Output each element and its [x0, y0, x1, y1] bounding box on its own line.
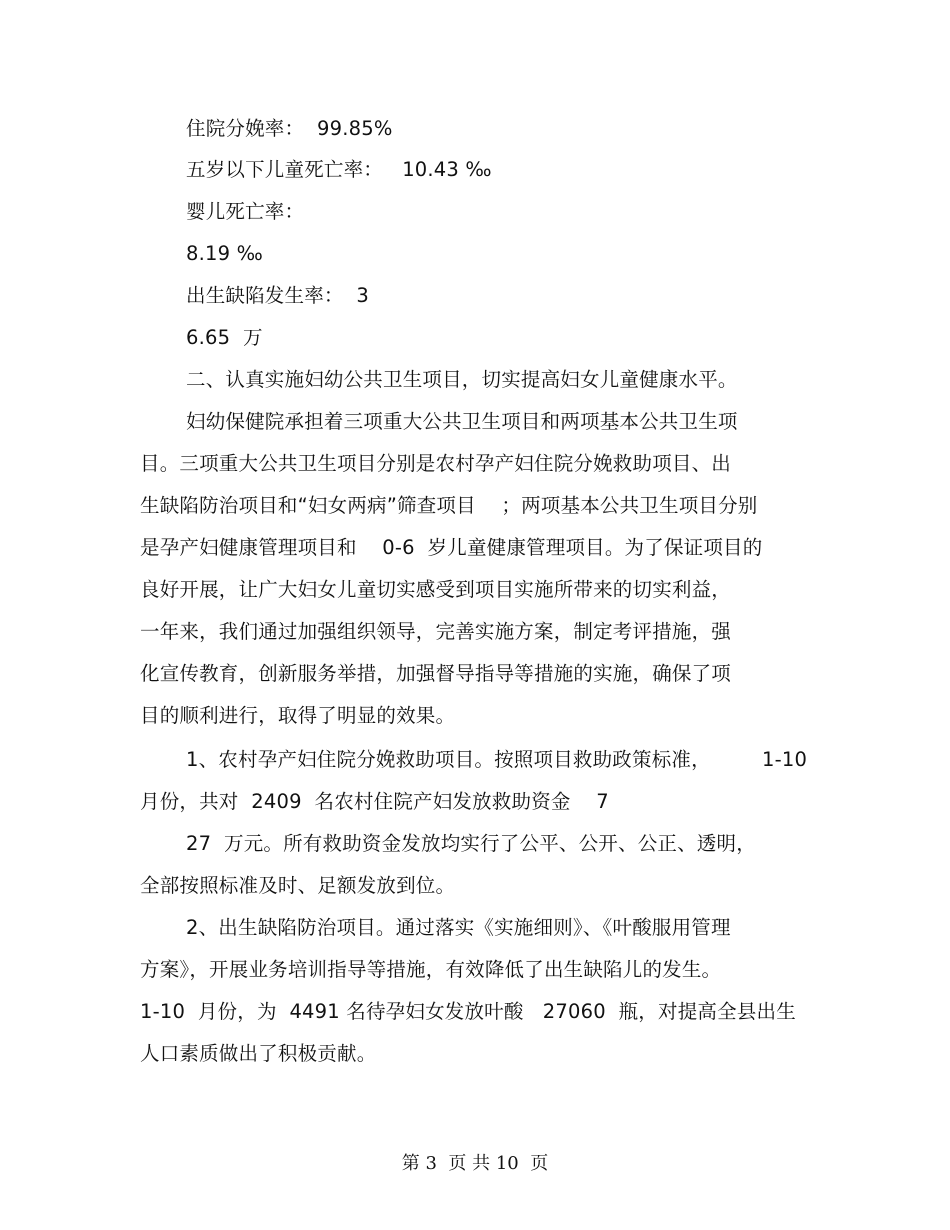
stat-infant-mortality-label: 婴儿死亡率：	[186, 200, 305, 223]
paragraph-line: 目的顺利进行，取得了明显的效果。	[140, 704, 456, 727]
item-1-line: 27 万元。所有救助资金发放均实行了公平、公开、公正、透明，	[186, 832, 756, 855]
stat-infant-mortality-value: 8.19 ‰	[186, 242, 263, 265]
item-2-line: 人口素质做出了积极贡献。	[140, 1042, 377, 1065]
paragraph-line: 生缺陷防治项目和“妇女两病”筛查项目 ；两项基本公共卫生项目分别	[140, 494, 758, 517]
item-2-line: 1-10 月份，为 4491 名待孕妇女发放叶酸 27060 瓶，对提高全县出生	[140, 1000, 796, 1023]
paragraph-line: 化宣传教育，创新服务举措，加强督导指导等措施的实施，确保了项	[140, 662, 732, 685]
paragraph-line: 目。三项重大公共卫生项目分别是农村孕产妇住院分娩救助项目、出	[140, 452, 732, 475]
paragraph-line: 是孕产妇健康管理项目和 0-6 岁儿童健康管理项目。为了保证项目的	[140, 536, 763, 559]
item-1-line: 1、农村孕产妇住院分娩救助项目。按照项目救助政策标准， 1-10	[186, 748, 808, 771]
item-1-line: 全部按照标准及时、足额发放到位。	[140, 874, 456, 897]
stat-under-five-mortality: 五岁以下儿童死亡率： 10.43 ‰	[186, 158, 492, 181]
paragraph-line: 良好开展，让广大妇女儿童切实感受到项目实施所带来的切实利益，	[140, 578, 732, 601]
page-number-footer: 第 3 页 共 10 页	[401, 1153, 549, 1174]
item-1-line: 月份，共对 2409 名农村住院产妇发放救助资金 7	[140, 790, 609, 813]
stat-birth-defect-value: 6.65 万	[186, 326, 263, 349]
stat-hospital-delivery-rate: 住院分娩率： 99.85%	[186, 117, 393, 140]
paragraph-line: 妇幼保健院承担着三项重大公共卫生项目和两项基本公共卫生项	[186, 410, 738, 433]
section-heading: 二、认真实施妇幼公共卫生项目，切实提高妇女儿童健康水平。	[186, 368, 738, 391]
item-2-line: 2、出生缺陷防治项目。通过落实《实施细则》、《叶酸服用管理	[186, 916, 731, 939]
stat-birth-defect-rate: 出生缺陷发生率： 3	[186, 284, 370, 307]
item-2-line: 方案》，开展业务培训指导等措施，有效降低了出生缺陷儿的发生。	[140, 958, 722, 981]
paragraph-line: 一年来，我们通过加强组织领导，完善实施方案，制定考评措施，强	[140, 620, 732, 643]
